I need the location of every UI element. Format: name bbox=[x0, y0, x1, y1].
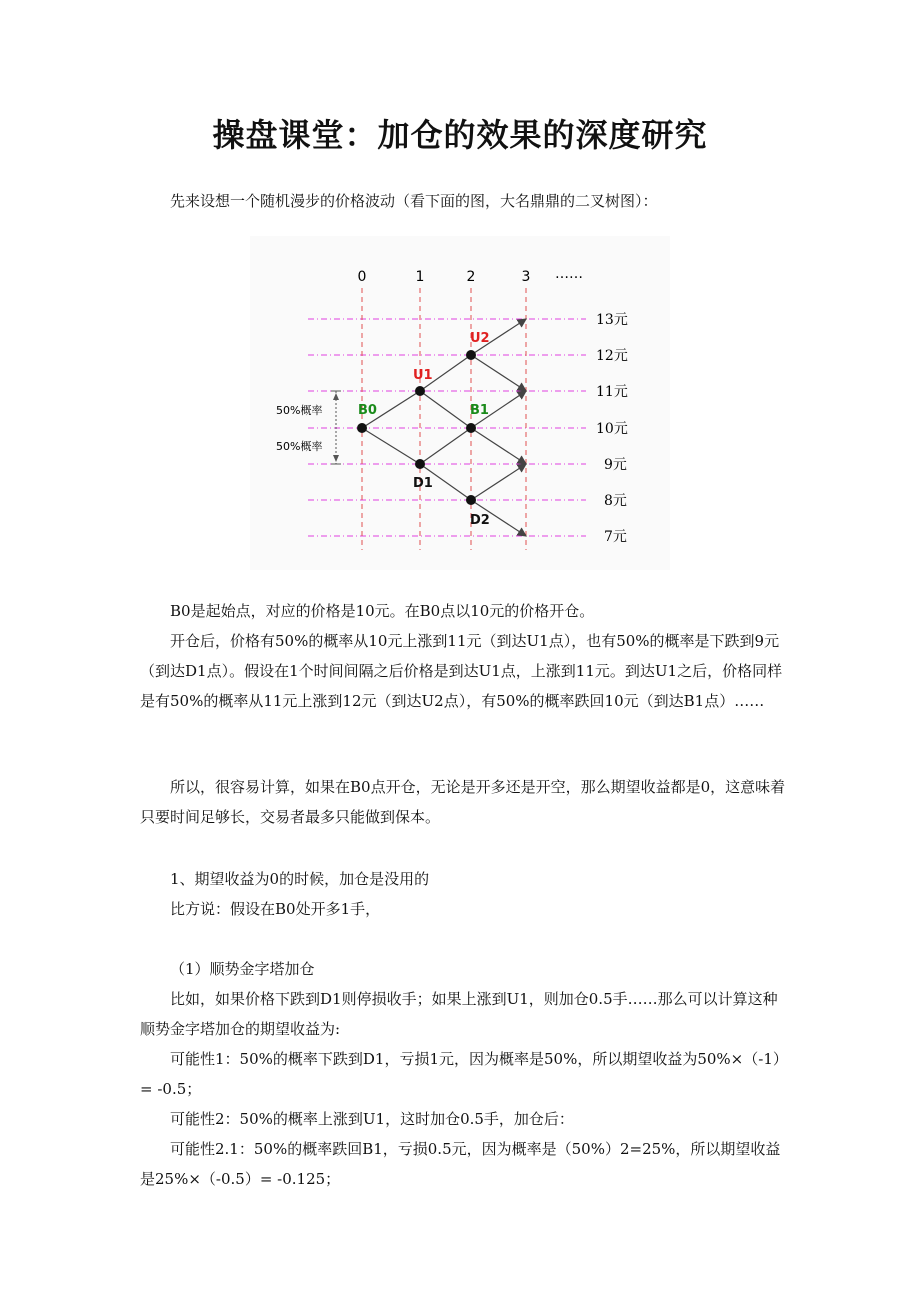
paragraph-possibility-1: 可能性1：50%的概率下跌到D1，亏损1元，因为概率是50%，所以期望收益为50%×（-1）= -0.5； bbox=[140, 1050, 788, 1098]
time-label-1: 1 bbox=[415, 269, 425, 285]
prob-up-label: 50%概率 bbox=[276, 404, 323, 417]
binomial-tree-figure bbox=[250, 236, 670, 570]
price-label-7: 7元 bbox=[604, 529, 627, 545]
time-label-ellipsis: …… bbox=[555, 266, 583, 282]
node-b1 bbox=[466, 423, 476, 433]
price-label-10: 10元 bbox=[596, 421, 628, 437]
node-label-u1: U1 bbox=[413, 368, 433, 383]
time-label-2: 2 bbox=[466, 269, 476, 285]
node-label-b0: B0 bbox=[358, 403, 377, 418]
paragraph-pyramid-example: 比如，如果价格下跌到D1则停损收手；如果上涨到U1，则加仓0.5手……那么可以计算这种顺势金字塔加仓的期望收益为: bbox=[140, 990, 778, 1038]
binomial-tree-svg bbox=[250, 236, 670, 570]
time-label-0: 0 bbox=[357, 269, 367, 285]
node-d1 bbox=[415, 459, 425, 469]
node-label-u2: U2 bbox=[470, 331, 490, 346]
paragraph-b0-start: B0是起始点，对应的价格是10元。在B0点以10元的价格开仓。 bbox=[170, 602, 595, 620]
price-label-8: 8元 bbox=[604, 493, 627, 509]
paragraph-possibility-2-1: 可能性2.1：50%的概率跌回B1，亏损0.5元，因为概率是（50%）2=25%，所以期望收益是25%×（-0.5）= -0.125； bbox=[140, 1140, 781, 1188]
subsection-heading-pyramid: （1）顺势金字塔加仓 bbox=[170, 960, 315, 978]
node-d2 bbox=[466, 495, 476, 505]
paragraph-possibility-2: 可能性2：50%的概率上涨到U1，这时加仓0.5手，加仓后： bbox=[170, 1110, 574, 1128]
price-label-13: 13元 bbox=[596, 312, 628, 328]
node-b0 bbox=[357, 423, 367, 433]
paragraph-expected-return: 所以，很容易计算，如果在B0点开仓，无论是开多还是开空，那么期望收益都是0，这意味着只要时间足够长，交易者最多只能做到保本。 bbox=[140, 778, 786, 826]
section-heading-1: 1、期望收益为0的时候，加仓是没用的 bbox=[170, 870, 430, 888]
price-label-9: 9元 bbox=[604, 457, 627, 473]
price-label-11: 11元 bbox=[596, 384, 628, 400]
node-label-b1: B1 bbox=[470, 403, 489, 418]
node-label-d1: D1 bbox=[413, 476, 433, 491]
time-label-3: 3 bbox=[521, 269, 531, 285]
prob-down-label: 50%概率 bbox=[276, 440, 323, 453]
node-u2 bbox=[466, 350, 476, 360]
page-title: 操盘课堂：加仓的效果的深度研究 bbox=[212, 116, 708, 154]
paragraph-open-position: 开仓后，价格有50%的概率从10元上涨到11元（到达U1点），也有50%的概率是下跌到9元（到达D1点）。假设在1个时间间隔之后价格是到达U1点，上涨到11元。到达U1之后，价格同样是有50%的概率从11元上涨到12元（到达U2点），有50%的概率跌回10元（到达B1点）…… bbox=[140, 632, 783, 710]
price-label-12: 12元 bbox=[596, 348, 628, 364]
figure-background bbox=[250, 236, 670, 570]
paragraph-example: 比方说：假设在B0处开多1手， bbox=[170, 900, 381, 918]
node-label-d2: D2 bbox=[470, 513, 490, 528]
intro-paragraph: 先来设想一个随机漫步的价格波动（看下面的图，大名鼎鼎的二叉树图）： bbox=[170, 192, 658, 210]
node-u1 bbox=[415, 386, 425, 396]
